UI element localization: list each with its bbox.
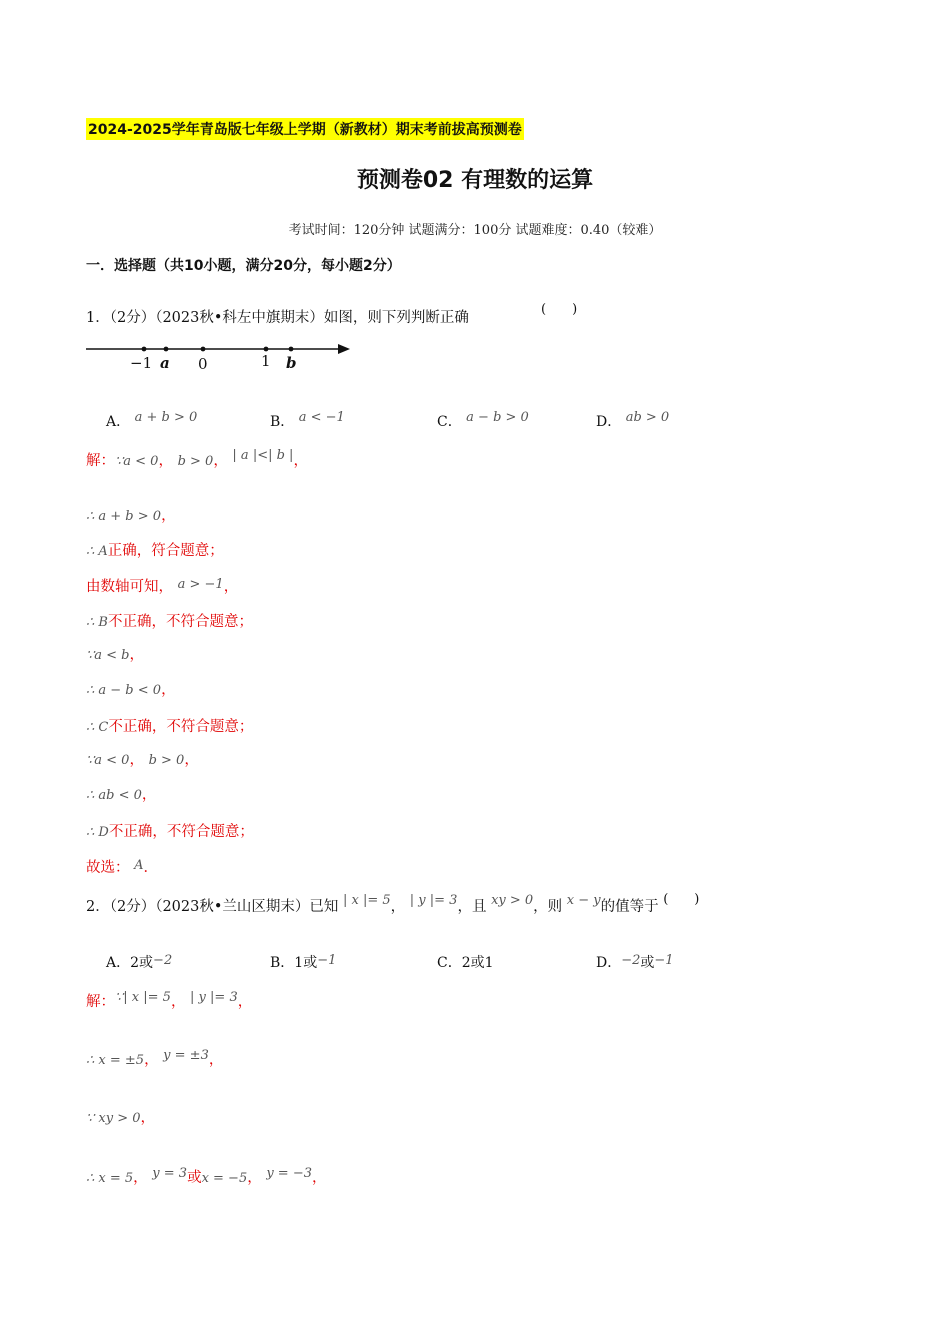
q1-sol-line-4 [86, 575, 238, 596]
math: ∵a < 0 [115, 454, 159, 469]
math: y = ±3 [163, 1048, 209, 1063]
q2-option-a [106, 952, 172, 972]
text: 1或 [294, 955, 318, 971]
sep: ． [143, 860, 158, 876]
math: b > 0 [177, 454, 214, 469]
math: ∵| x |= 5 [115, 990, 171, 1005]
q2-answer-paren: ( ) [663, 892, 700, 907]
sep: ， [293, 453, 308, 469]
text: 故选： [86, 860, 130, 876]
math: ∴ ab < 0 [86, 788, 142, 803]
q1-sol-line-3 [86, 539, 224, 560]
nl-label-minus-one: −1 [130, 354, 153, 372]
point-one [264, 347, 269, 352]
q1-sol-line-7 [86, 678, 176, 699]
math: | y |= 3 [190, 990, 238, 1005]
sep: ， [161, 682, 176, 698]
math: −1 [317, 953, 337, 968]
q1-sol-line-6 [86, 643, 144, 664]
math: | a |<| b | [232, 448, 294, 463]
math: ∴ a + b > 0 [86, 509, 162, 524]
letter: A． [106, 955, 131, 971]
math: b > 0 [148, 753, 185, 768]
exam-meta: 考试时间：120分钟 试题满分：100分 试题难度：0.40（较难） [288, 223, 662, 238]
letter: C． [437, 955, 462, 971]
q2-stem [86, 892, 700, 916]
number-line [86, 338, 356, 378]
text: 不正确，不符合题意； [108, 824, 254, 840]
page-title: 预测卷02 有理数的运算 [356, 168, 594, 193]
sep: ， [312, 1170, 327, 1186]
q1-option-a-letter: A． [106, 414, 131, 430]
sep: ， [223, 579, 239, 595]
point-b [289, 347, 294, 352]
sol-prefix: 解： [86, 994, 115, 1010]
math: a > −1 [177, 577, 224, 592]
q1-option-d-expr: ab > 0 [625, 410, 670, 425]
q1-option-c-letter: C． [437, 414, 462, 430]
letter: B． [270, 955, 295, 971]
math: ∴ B [86, 615, 108, 630]
sep: ， [129, 647, 145, 663]
sep: ， [170, 994, 186, 1010]
nl-label-a: a [160, 354, 170, 372]
text: ，则 [533, 899, 563, 915]
math: ∵ xy > 0 [86, 1111, 141, 1126]
math: y = 3 [152, 1166, 188, 1181]
math: ∵a < b [86, 648, 130, 663]
q1-stem: 1．（2分）（2023秋•科左中旗期末）如图，则下列判断正确 [86, 310, 469, 326]
sep: ， [161, 508, 176, 524]
text: 由数轴可知， [86, 579, 173, 595]
text: 2．（2分）（2023秋•兰山区期末）已知 [86, 899, 339, 915]
text: 或 [187, 1170, 202, 1186]
q1-answer-paren: ( ) [541, 302, 578, 317]
text: 不正确，不符合题意； [108, 719, 254, 735]
sep: ， [144, 1052, 159, 1068]
number-line-arrow [338, 344, 350, 354]
sep: ， [133, 1170, 148, 1186]
math: ∴ A [86, 544, 108, 559]
math: ∴ D [86, 825, 109, 840]
math: y = −3 [266, 1166, 312, 1181]
text: 或 [640, 955, 655, 971]
text: 不正确，不符合题意； [107, 614, 253, 630]
q2-sol-line-2 [86, 1048, 223, 1069]
q1-option-a-expr: a + b > 0 [134, 410, 198, 425]
q1-sol-line-1 [86, 449, 308, 470]
q1-option-d-letter: D． [596, 414, 622, 430]
point-zero [201, 347, 206, 352]
q1-option-c [437, 411, 529, 431]
math: | x |= 5 [343, 893, 391, 908]
q1-option-a [106, 411, 197, 431]
q2-sol-line-3 [86, 1106, 155, 1127]
sep: ， [158, 453, 173, 469]
text: ，且 [457, 899, 487, 915]
sep: ， [129, 752, 144, 768]
math: −2 [621, 953, 641, 968]
exam-banner: 2024-2025学年青岛版七年级上学期（新教材）期末考前拔高预测卷 [86, 118, 524, 140]
point-minus-one [142, 347, 147, 352]
q2-option-b [270, 952, 336, 972]
q1-sol-line-10 [86, 783, 156, 804]
math: x = −5 [201, 1171, 248, 1186]
q2-option-c [437, 952, 494, 972]
sep: ， [141, 787, 157, 803]
math: x − y [566, 893, 601, 908]
math: ∴ x = 5 [86, 1171, 134, 1186]
math: xy > 0 [491, 893, 534, 908]
q2-sol-line-4 [86, 1166, 327, 1187]
sep: ， [208, 1052, 224, 1068]
sep: ， [237, 994, 253, 1010]
sol-prefix: 解： [86, 453, 115, 469]
text: 2或 [130, 955, 154, 971]
q2-sol-line-1 [86, 990, 252, 1011]
q1-sol-line-5 [86, 610, 253, 631]
q1-sol-line-11 [86, 820, 254, 841]
q1-option-b-expr: a < −1 [298, 410, 345, 425]
math: ∵a < 0 [86, 753, 130, 768]
math: | y |= 3 [409, 893, 458, 908]
section-title: 一．选择题（共10小题，满分20分，每小题2分） [86, 258, 401, 274]
sep: ， [140, 1110, 156, 1126]
q1-sol-line-8 [86, 715, 253, 736]
letter: D． [596, 955, 622, 971]
nl-label-b: b [286, 354, 297, 372]
q2-option-d [596, 952, 674, 972]
math: ∴ a − b < 0 [86, 683, 162, 698]
q1-option-c-expr: a − b > 0 [466, 410, 529, 425]
math: ∴ C [86, 720, 109, 735]
sep: ， [213, 453, 228, 469]
math: −1 [654, 953, 674, 968]
text: 2或1 [461, 955, 494, 971]
point-a [164, 347, 169, 352]
math: −2 [153, 953, 173, 968]
sep: ， [390, 899, 406, 915]
text: 的值等于 [600, 899, 659, 915]
text: 正确，符合题意； [107, 543, 224, 559]
nl-label-one: 1 [261, 352, 271, 370]
q1-sol-line-12 [86, 856, 158, 877]
nl-label-zero: 0 [198, 355, 208, 373]
math: ∴ x = ±5 [86, 1053, 145, 1068]
math: A [134, 858, 144, 873]
sep: ， [184, 752, 199, 768]
q1-sol-line-2 [86, 504, 176, 525]
q1-option-b-letter: B． [270, 414, 295, 430]
q1-sol-line-9 [86, 748, 199, 769]
q1-option-d [596, 411, 669, 431]
sep: ， [247, 1170, 262, 1186]
q1-option-b [270, 411, 345, 431]
